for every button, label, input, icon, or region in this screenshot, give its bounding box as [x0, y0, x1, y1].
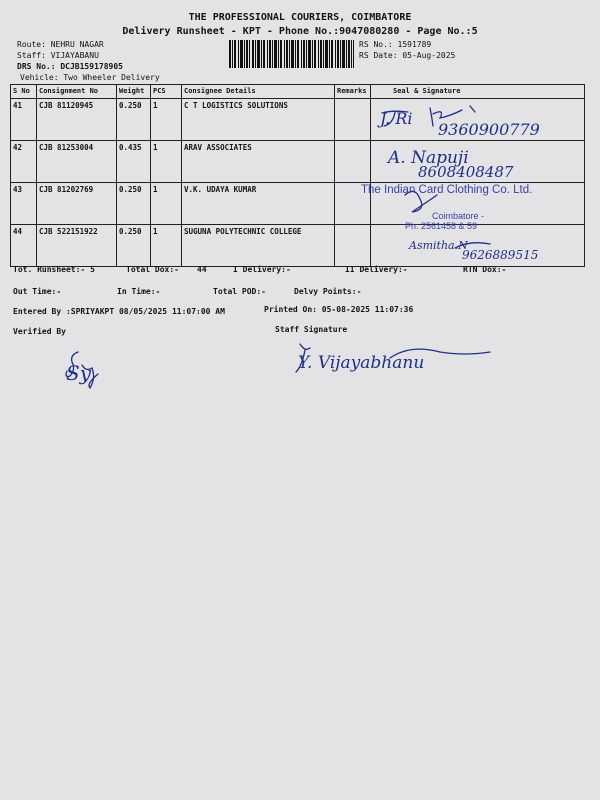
cell-consignment: CJB 81202769: [37, 183, 117, 225]
in-time: In Time:-: [117, 287, 161, 296]
col-pcs: PCS: [151, 85, 182, 99]
row1-handwritten-phone: 9360900779: [438, 120, 540, 139]
staff-handwritten-signature: Y. Vijayabhanu: [298, 353, 425, 373]
entered-by: Entered By :SPRIYAKPT 08/05/2025 11:07:00 AM: [13, 307, 225, 316]
col-consignment: Consignment No: [37, 85, 117, 99]
cell-seal: [371, 225, 585, 267]
cell-remarks: [335, 225, 371, 267]
total-dox-value: 44: [197, 265, 207, 274]
cell-seal: [371, 183, 585, 225]
rs-number: RS No.: 1591789: [359, 40, 432, 49]
cell-sno: 42: [11, 141, 37, 183]
staff-signature-label: Staff Signature: [275, 325, 348, 334]
total-dox-label: Total Dox:-: [126, 265, 179, 274]
cell-pcs: 1: [151, 99, 182, 141]
col-consignee: Consignee Details: [182, 85, 335, 99]
table-row: [11, 141, 585, 183]
verified-initials-stroke: [66, 352, 98, 388]
printed-on: Printed On: 05-08-2025 11:07:36: [264, 305, 414, 314]
cell-remarks: [335, 99, 371, 141]
cell-weight: 0.250: [117, 99, 151, 141]
cell-seal: [371, 99, 585, 141]
cell-weight: 0.250: [117, 183, 151, 225]
vehicle-label: Vehicle: Two Wheeler Delivery: [20, 73, 160, 82]
delvy-points: Delvy Points:-: [294, 287, 362, 296]
cell-pcs: 1: [151, 141, 182, 183]
stamp-phone: Ph: 2561458 & 59: [405, 221, 478, 231]
runsheet-subtitle: Delivery Runsheet - KPT - Phone No.:9047080280 - Page No.:5: [122, 26, 478, 37]
verified-initials: Sy: [66, 361, 91, 385]
row4-handwritten-name: Asmitha.N: [409, 239, 468, 252]
drs-number: DRS No.: DCJB159178905: [17, 62, 123, 71]
cell-consignment: CJB 81253004: [37, 141, 117, 183]
cell-weight: 0.250: [117, 225, 151, 267]
i-delivery: I Delivery:-: [233, 265, 291, 274]
total-pod: Total POD:-: [213, 287, 266, 296]
route-label: Route: NEHRU NAGAR: [17, 40, 104, 49]
row2-handwritten-phone: 8608408487: [418, 163, 514, 181]
cell-consignee: C T LOGISTICS SOLUTIONS: [182, 99, 335, 141]
cell-sno: 44: [11, 225, 37, 267]
cell-pcs: 1: [151, 183, 182, 225]
table-header-row: [11, 85, 585, 99]
col-remarks: Remarks: [335, 85, 371, 99]
row4-handwritten-phone: 9626889515: [462, 248, 539, 262]
table-row: [11, 183, 585, 225]
cell-remarks: [335, 141, 371, 183]
stamp-company-name: The Indian Card Clothing Co. Ltd.: [361, 184, 533, 196]
cell-seal: [371, 141, 585, 183]
out-time: Out Time:-: [13, 287, 62, 296]
verified-by-label: Verified By: [13, 327, 66, 336]
cell-sno: 41: [11, 99, 37, 141]
company-title: THE PROFESSIONAL COURIERS, COIMBATORE: [188, 12, 412, 23]
col-sno: S No: [11, 85, 37, 99]
barcode-image: [229, 40, 354, 68]
tot-runsheet: Tot. Runsheet:- 5: [13, 265, 95, 274]
col-weight: Weight: [117, 85, 151, 99]
rtn-dox: RTN Dox:-: [463, 265, 507, 274]
cell-remarks: [335, 183, 371, 225]
cell-pcs: 1: [151, 225, 182, 267]
staff-label: Staff: VIJAYABANU: [17, 51, 99, 60]
row2-handwritten-name: A. Napuji: [388, 148, 469, 168]
ii-delivery: II Delivery:-: [345, 265, 408, 274]
cell-consignment: CJB 81120945: [37, 99, 117, 141]
col-seal: Seal & Signature: [371, 85, 585, 99]
staff-signature-stroke: [296, 344, 490, 372]
delivery-table: [10, 84, 585, 267]
rs-date: RS Date: 05-Aug-2025: [359, 51, 456, 60]
cell-sno: 43: [11, 183, 37, 225]
cell-consignee: SUGUNA POLYTECHNIC COLLEGE: [182, 225, 335, 267]
stamp-city: Coimbatore -: [432, 211, 485, 221]
table-row: [11, 225, 585, 267]
cell-weight: 0.435: [117, 141, 151, 183]
cell-consignment: CJB 522151922: [37, 225, 117, 267]
cell-consignee: ARAV ASSOCIATES: [182, 141, 335, 183]
cell-consignee: V.K. UDAYA KUMAR: [182, 183, 335, 225]
table-row: [11, 99, 585, 141]
row1-handwritten-name: J. Ri: [380, 109, 413, 128]
